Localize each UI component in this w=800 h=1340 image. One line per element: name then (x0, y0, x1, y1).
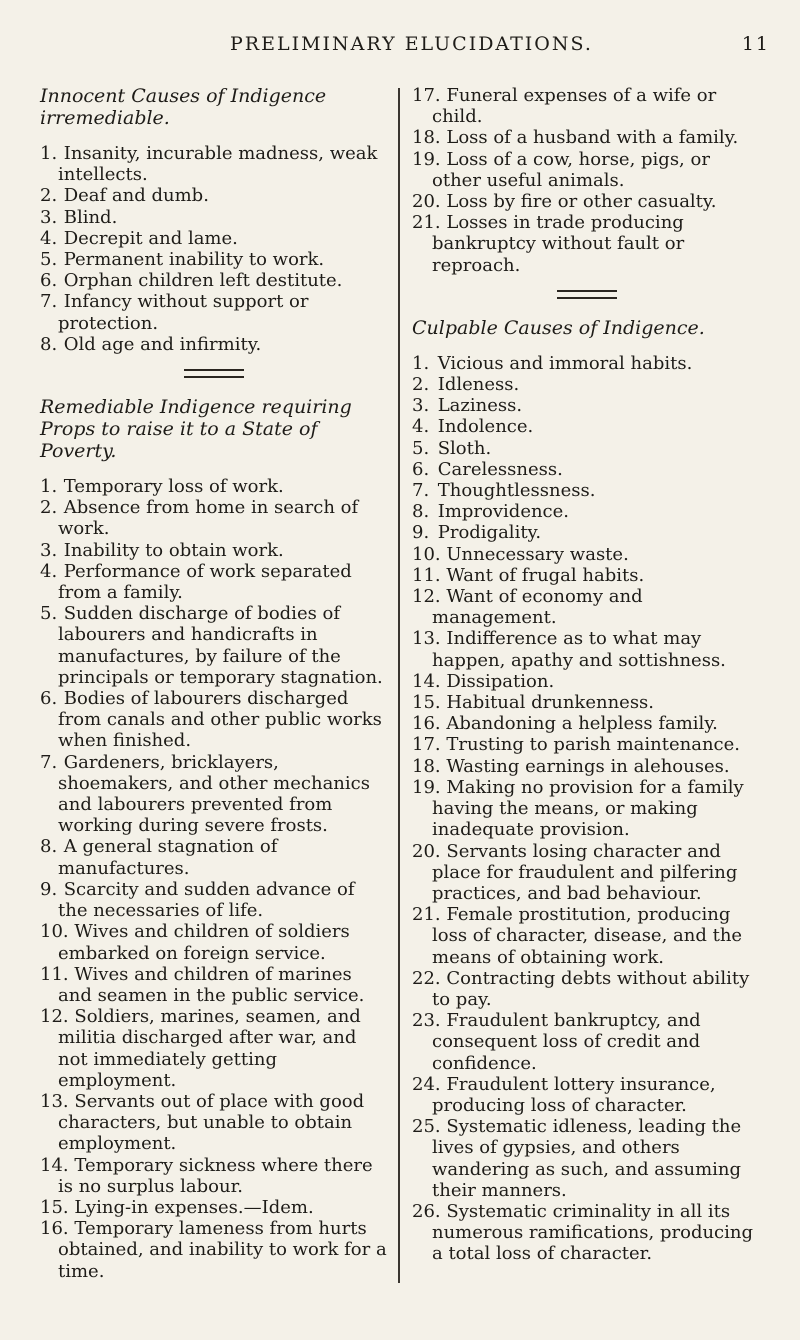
page-number: 11 (741, 33, 770, 55)
list-item (412, 416, 762, 437)
item-text: Loss of a husband with a family. (440, 127, 739, 149)
innocent-causes-list (40, 143, 388, 355)
item-number: 8. (40, 836, 58, 858)
item-number: 5. (40, 249, 58, 271)
item-text: Insanity, incurable madness, weak intellects. (58, 143, 378, 186)
list-item (412, 1010, 762, 1074)
list-item (412, 904, 762, 968)
item-text: Abandoning a helpless family. (440, 713, 718, 735)
right-column (412, 85, 762, 1265)
item-text: Unnecessary waste. (440, 543, 629, 565)
item-text: Temporary lameness from hurts obtained, and inability to work for a time. (58, 1218, 387, 1282)
item-number: 7. (412, 480, 430, 502)
item-text: Wives and children of soldiers embarked on foreign service. (58, 921, 350, 964)
item-text: Scarcity and sudden advance of the necessaries of life. (58, 878, 355, 922)
list-item (412, 395, 762, 416)
item-text: Carelessness. (432, 458, 563, 480)
list-item (412, 1116, 762, 1201)
item-text: Losses in trade producing bankruptcy without fault or reproach. (432, 212, 685, 276)
item-text: Systematic idleness, leading the lives of gypsies, and others wandering as such, and assuming their manners. (432, 1116, 742, 1201)
left-column (40, 85, 388, 1282)
item-text: Soldiers, marines, seamen, and militia discharged after war, and not immediately getting employment. (58, 1006, 361, 1091)
list-item (412, 628, 762, 670)
remediable-indigence-title: Remediable Indigence requiring Props to raise it to a State of Poverty. (40, 396, 352, 463)
item-text: Systematic criminality in all its numerous ramifications, producing a total loss of character. (432, 1200, 754, 1265)
item-number: 25. (412, 1116, 441, 1138)
item-number: 8. (412, 501, 430, 523)
list-item (40, 291, 388, 333)
list-item (412, 777, 762, 841)
list-item (40, 185, 388, 206)
item-number: 17. (412, 734, 441, 756)
list-item (412, 149, 762, 191)
item-number: 12. (412, 586, 441, 608)
item-text: Vicious and immoral habits. (432, 352, 693, 374)
item-number: 20. (412, 840, 441, 862)
item-number: 5. (40, 603, 58, 625)
item-number: 15. (40, 1196, 69, 1218)
item-number: 20. (412, 191, 441, 213)
item-number: 11. (40, 963, 69, 985)
item-number: 10. (40, 921, 69, 943)
item-text: Sudden discharge of bodies of labourers and handicrafts in manufactures, by failure of the principals or temporary stagnation. (58, 603, 383, 688)
item-number: 13. (412, 628, 441, 650)
item-number: 26. (412, 1200, 441, 1222)
list-item (412, 544, 762, 565)
list-item (40, 334, 388, 355)
list-item (40, 1218, 388, 1282)
list-item (40, 249, 388, 270)
item-number: 4. (412, 416, 430, 438)
list-item (412, 522, 762, 543)
culpable-causes-list (412, 353, 762, 1265)
item-text: Old age and infirmity. (58, 333, 262, 355)
remediable-indigence-list (40, 476, 388, 1282)
list-item (412, 353, 762, 374)
list-item (412, 480, 762, 501)
list-item (40, 603, 388, 688)
item-text: Funeral expenses of a wife or child. (432, 85, 717, 128)
list-item (40, 1197, 388, 1218)
list-item (40, 1091, 388, 1155)
item-text: Permanent inability to work. (58, 249, 325, 271)
item-text: Servants losing character and place for fraudulent and pilfering practices, and bad behaviour. (432, 840, 738, 904)
item-number: 22. (412, 967, 441, 989)
item-text: Habitual drunkenness. (440, 692, 655, 714)
remediable-indigence-list-continued (412, 85, 762, 276)
item-number: 21. (412, 904, 441, 926)
list-item (412, 713, 762, 734)
list-item (40, 1006, 388, 1091)
list-item (40, 1155, 388, 1197)
item-text: Sloth. (432, 437, 492, 459)
running-head (230, 33, 770, 55)
item-text: Idleness. (432, 374, 520, 396)
item-text: Laziness. (432, 395, 523, 417)
list-item (40, 497, 388, 539)
list-item (40, 879, 388, 921)
list-item (412, 968, 762, 1010)
item-text: Thoughtlessness. (432, 480, 596, 502)
item-number: 2. (40, 497, 58, 519)
list-item (412, 127, 762, 148)
running-head-title: PRELIMINARY ELUCIDATIONS. (230, 33, 593, 55)
item-text: Wasting earnings in alehouses. (440, 755, 730, 777)
list-item (40, 540, 388, 561)
list-item (412, 671, 762, 692)
item-number: 12. (40, 1006, 69, 1028)
item-text: A general stagnation of manufactures. (58, 836, 278, 879)
item-text: Indolence. (432, 416, 534, 438)
list-item (412, 501, 762, 522)
item-number: 1. (412, 352, 430, 374)
item-number: 5. (412, 437, 430, 459)
item-text: Gardeners, bricklayers, shoemakers, and other mechanics and labourers prevented from working during severe frosts. (58, 751, 370, 837)
item-text: Fraudulent lottery insurance, producing loss of character. (432, 1073, 716, 1116)
list-item (412, 191, 762, 212)
innocent-causes-title: Innocent Causes of Indigence irremediable. (40, 85, 327, 129)
item-number: 7. (40, 751, 58, 773)
item-number: 7. (40, 291, 58, 313)
item-number: 18. (412, 127, 441, 149)
item-text: Loss by fire or other casualty. (440, 191, 717, 213)
list-item (40, 836, 388, 878)
item-text: Wives and children of marines and seamen in the public service. (58, 963, 365, 1006)
item-number: 14. (412, 670, 441, 692)
column-rule (398, 88, 400, 1283)
item-number: 14. (40, 1154, 69, 1176)
item-number: 9. (412, 522, 430, 544)
item-number: 9. (40, 878, 58, 900)
item-text: Making no provision for a family having the means, or making inadequate provision. (432, 776, 744, 841)
item-number: 1. (40, 143, 58, 164)
list-item (40, 752, 388, 837)
list-item (40, 207, 388, 228)
item-text: Performance of work separated from a family. (58, 560, 352, 604)
item-number: 3. (40, 539, 58, 561)
list-item (40, 476, 388, 497)
item-number: 23. (412, 1010, 441, 1032)
item-number: 4. (40, 227, 58, 249)
list-item (412, 1201, 762, 1265)
list-item (412, 438, 762, 459)
culpable-causes-title: Culpable Causes of Indigence. (412, 316, 705, 339)
item-number: 8. (40, 333, 58, 355)
list-item (412, 565, 762, 586)
item-number: 19. (412, 148, 441, 170)
item-text: Infancy without support or protection. (58, 291, 309, 334)
item-text: Prodigality. (432, 522, 542, 544)
list-item (412, 85, 762, 127)
item-text: Orphan children left destitute. (58, 270, 343, 292)
list-item (412, 586, 762, 628)
item-text: Improvidence. (432, 501, 570, 523)
item-number: 1. (40, 476, 58, 498)
list-item (412, 1074, 762, 1116)
list-item (412, 841, 762, 905)
item-text: Dissipation. (440, 670, 555, 692)
item-number: 6. (40, 688, 58, 710)
list-item (412, 692, 762, 713)
item-number: 11. (412, 564, 441, 586)
list-item (412, 756, 762, 777)
item-number: 3. (40, 206, 58, 228)
list-item (40, 270, 388, 291)
item-number: 10. (412, 543, 441, 565)
item-number: 2. (412, 374, 430, 396)
item-number: 3. (412, 395, 430, 417)
item-number: 17. (412, 85, 441, 106)
item-number: 6. (40, 270, 58, 292)
item-number: 6. (412, 458, 430, 480)
item-text: Decrepit and lame. (58, 227, 238, 249)
item-text: Trusting to parish maintenance. (440, 734, 740, 756)
item-text: Lying-in expenses.—Idem. (68, 1196, 314, 1218)
item-text: Blind. (58, 206, 118, 228)
list-item (40, 228, 388, 249)
item-number: 16. (412, 713, 441, 735)
section-divider (557, 290, 617, 299)
list-item (412, 212, 762, 276)
item-number: 13. (40, 1090, 69, 1112)
item-text: Loss of a cow, horse, pigs, or other useful animals. (432, 148, 710, 191)
list-item (40, 921, 388, 963)
item-text: Contracting debts without ability to pay. (432, 967, 750, 1010)
item-number: 15. (412, 692, 441, 714)
item-text: Indifference as to what may happen, apathy and sottishness. (432, 628, 726, 671)
list-item (412, 734, 762, 755)
item-text: Want of economy and management. (432, 586, 643, 629)
item-number: 2. (40, 185, 58, 207)
item-number: 19. (412, 776, 441, 798)
list-item (412, 459, 762, 480)
item-text: Temporary loss of work. (58, 476, 284, 498)
item-number: 4. (40, 560, 58, 582)
item-text: Servants out of place with good characters, but unable to obtain employment. (58, 1090, 365, 1155)
list-item (40, 688, 388, 752)
item-text: Deaf and dumb. (58, 185, 209, 207)
item-text: Bodies of labourers discharged from canals and other public works when finished. (58, 688, 382, 752)
item-text: Absence from home in search of work. (58, 497, 359, 540)
item-text: Fraudulent bankruptcy, and consequent loss of credit and confidence. (432, 1010, 701, 1074)
item-number: 21. (412, 212, 441, 234)
list-item (412, 374, 762, 395)
list-item (40, 964, 388, 1006)
list-item (40, 561, 388, 603)
item-number: 18. (412, 755, 441, 777)
section-divider (184, 369, 244, 378)
item-text: Want of frugal habits. (440, 564, 645, 586)
item-number: 16. (40, 1218, 69, 1240)
item-text: Female prostitution, producing loss of character, disease, and the means of obtaining work. (432, 904, 743, 968)
item-text: Inability to obtain work. (58, 539, 284, 561)
item-number: 24. (412, 1073, 441, 1095)
item-text: Temporary sickness where there is no surplus labour. (58, 1154, 373, 1197)
list-item (40, 143, 388, 185)
